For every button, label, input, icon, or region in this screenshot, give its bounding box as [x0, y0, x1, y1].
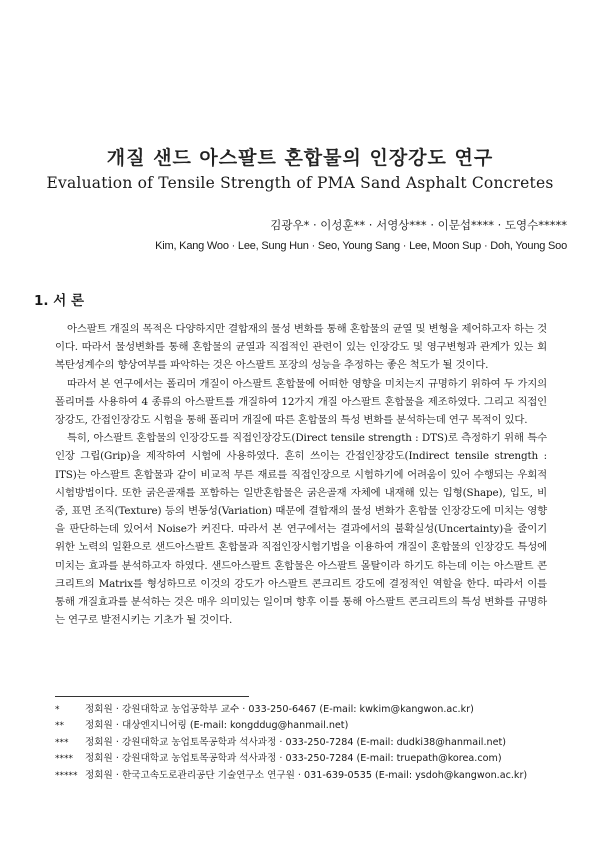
- footnote-mark: *****: [55, 770, 78, 781]
- footnote: [55, 718, 555, 734]
- footnote: [55, 702, 555, 718]
- section-heading: [34, 289, 84, 309]
- footnote: [55, 751, 555, 767]
- footnote-mark: *: [55, 705, 60, 715]
- footnote-mark: ***: [55, 737, 69, 748]
- footnote-mark: ****: [55, 754, 73, 765]
- section-title: 서 론: [53, 293, 85, 309]
- footnote-divider: [55, 696, 249, 697]
- footnote: [55, 768, 555, 784]
- title-english: Evaluation of Tensile Strength of PMA Sand Asphalt Concretes: [46, 174, 554, 192]
- paragraph: 특히, 아스팔트 혼합물의 인장강도를 직접인장강도(Direct tensile strength : DTS)로 측정하기 위해 특수 인장 그립(Grip)을 제작하여 시험에 사용하였다. 흔히 쓰이는 간접인장강도(Indirect tensile strength : ITS)는 아스팔트 혼합물과 같이 비교적 무른 재료를 직접인장으로 시험하기에 어려움이 있어 수행되는 우회적 시험방법이다. 또한 굵은골재를 포함하는 일반혼합물은 굵은골재 자체에 내재해 있는 입형(Shape), 입도, 비중, 표면 조직(Texture) 등의 변동성(Variation) 때문에 결합재의 물성 변화가 혼합물 인장강도에 미치는 영향을 판단하는데 있어서 Noise가 커진다. 따라서 본 연구에서는 결과에서의 불확실성(Uncertainty)을 줄이기 위한 노력의 일환으로 샌드아스팔트 혼합물과 직접인장시험기법을 이용하여 개질이 혼합물의 인장강도 특성에 미치는 효과를 분석하고자 하였다. 샌드아스팔트 혼합물은 아스팔트 몰탈이라 하기도 하는데 이는 아스팔트 콘크리트의 Matrix를 형성하므로 이것의 강도가 아스팔트 콘크리트 강도에 결정적인 역할을 한다. 따라서 이를 통해 개질효과를 분석하는 것은 매우 의미있는 일이며 향후 이를 통해 아스팔트 콘크리트의 특성 변화를 규명하는 연구로 발전시키는 기초가 될 것이다.: [55, 432, 547, 627]
- footnote-text: 정회원 · 강원대학교 농업토목공학과 석사과정 · 033-250-7284 (E-mail: dudki38@hanmail.net): [85, 736, 507, 748]
- footnote-text: 정회원 · 대상엔지니어링 (E-mail: kongddug@hanmail.net): [85, 720, 349, 732]
- footnote-text: 정회원 · 강원대학교 농업공학부 교수 · 033-250-6467 (E-mail: kwkim@kangwon.ac.kr): [85, 704, 474, 715]
- footnote-text: 정회원 · 강원대학교 농업토목공학과 석사과정 · 033-250-7284 (E-mail: truepath@korea.com): [85, 753, 502, 765]
- section-number: 1.: [34, 293, 49, 309]
- paragraph: 아스팔트 개질의 목적은 다양하지만 결합재의 물성 변화를 통해 혼합물의 균열 및 변형을 제어하고자 하는 것이다. 따라서 물성변화를 통해 혼합물의 균열과 직접적인 관련이 있는 인장강도 및 영구변형과 관계가 있는 회복탄성계수의 향상여부를 파악하는 것은 아스팔트 포장의 성능을 추정하는 좋은 척도가 될 것이다.: [55, 323, 547, 372]
- authors-korean: 김광우* · 이성훈** · 서영상*** · 이문섭**** · 도영수*****: [270, 218, 567, 232]
- title-korean: 개질 샌드 아스팔트 혼합물의 인장강도 연구: [106, 147, 494, 169]
- footnote-text: 정회원 · 한국고속도로관리공단 기술연구소 연구원 · 031-639-0535 (E-mail: ysdoh@kangwon.ac.kr): [85, 769, 528, 781]
- footnote-mark: **: [55, 721, 64, 732]
- authors-english: Kim, Kang Woo · Lee, Sung Hun · Seo, Young Sang · Lee, Moon Sup · Doh, Young Soo: [155, 240, 567, 252]
- body-text: [55, 320, 547, 629]
- footnote: [55, 735, 555, 751]
- footnotes: [55, 702, 555, 784]
- paragraph: 따라서 본 연구에서는 폴리머 개질이 아스팔트 혼합물에 어떠한 영향을 미치는지 규명하기 위하여 두 가지의 폴리머를 사용하여 4 종류의 아스팔트를 개질하여 12가지 개질 아스팔트 혼합물을 제조하였다. 그리고 직접인장강도, 간접인장강도 시험을 통해 폴리머 개질에 따른 혼합물의 특성 변화를 분석하는데 연구 목적이 있다.: [55, 377, 547, 427]
